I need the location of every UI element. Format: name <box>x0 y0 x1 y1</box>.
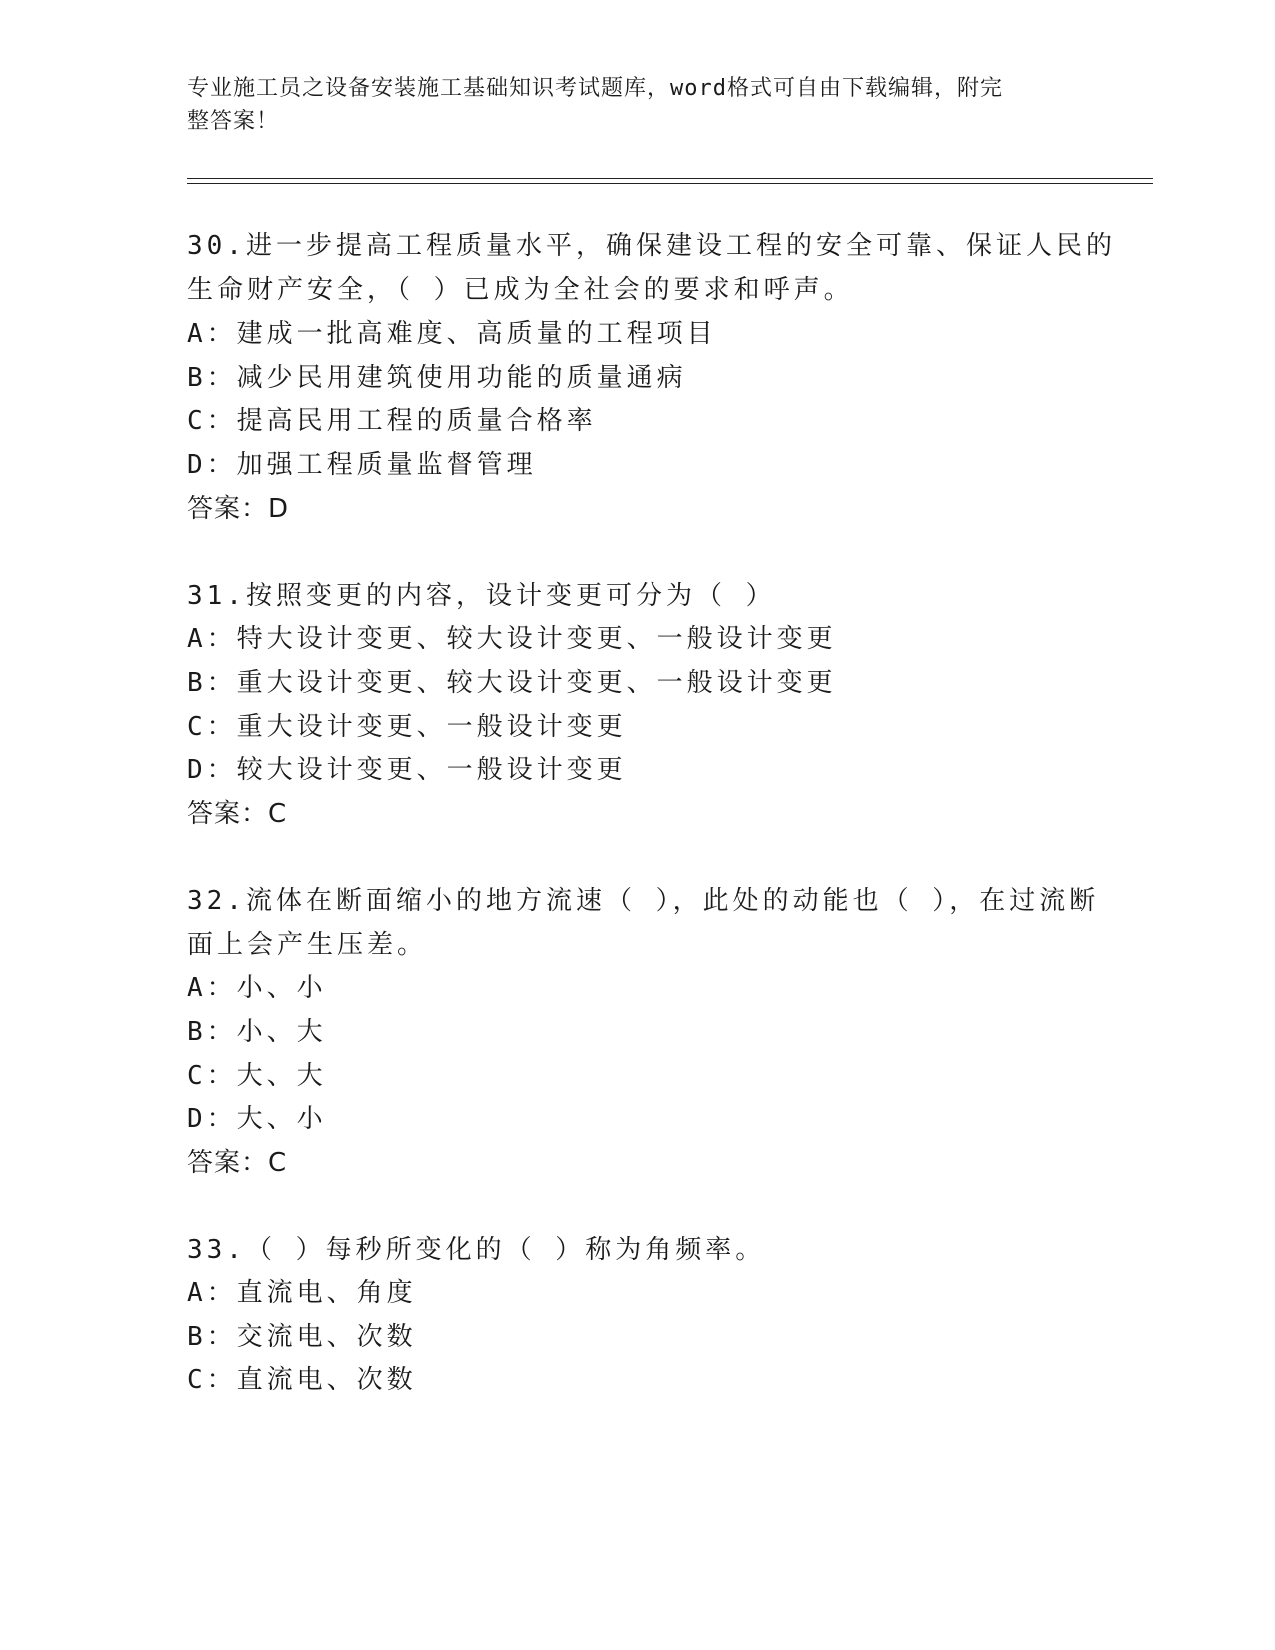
question-30-option-b: B：减少民用建筑使用功能的质量通病 <box>187 363 687 393</box>
question-33-stem: 33.（ ）每秒所变化的（ ）称为角频率。 <box>187 1235 766 1265</box>
question-31-option-b: B：重大设计变更、较大设计变更、一般设计变更 <box>187 668 837 698</box>
question-30-option-c: C：提高民用工程的质量合格率 <box>187 406 597 436</box>
question-30-stem-line-1: 30.进一步提高工程质量水平，确保建设工程的安全可靠、保证人民的 <box>187 231 1116 261</box>
question-31-answer: 答案：C <box>187 799 288 829</box>
question-30-option-a: A：建成一批高难度、高质量的工程项目 <box>187 319 717 349</box>
question-33-option-c: C：直流电、次数 <box>187 1365 417 1395</box>
header-divider-top <box>187 178 1153 179</box>
question-30-stem-line-2: 生命财产安全，（ ）已成为全社会的要求和呼声。 <box>187 275 854 305</box>
header-divider-bottom <box>187 183 1153 184</box>
question-33-option-a: A：直流电、角度 <box>187 1278 417 1308</box>
question-31-stem: 31.按照变更的内容，设计变更可分为（ ） <box>187 581 776 611</box>
question-32-stem-line-1: 32.流体在断面缩小的地方流速（ ），此处的动能也（ ），在过流断 <box>187 886 1100 916</box>
question-33-option-b: B：交流电、次数 <box>187 1322 417 1352</box>
document-header <box>187 72 1067 138</box>
question-32-answer: 答案：C <box>187 1148 288 1178</box>
header-line-2: 整答案！ <box>187 109 280 134</box>
question-31-option-c: C：重大设计变更、一般设计变更 <box>187 712 627 742</box>
question-31-option-a: A：特大设计变更、较大设计变更、一般设计变更 <box>187 624 837 654</box>
question-32-stem-line-2: 面上会产生压差。 <box>187 930 428 960</box>
header-line-1: 专业施工员之设备安装施工基础知识考试题库，word格式可自由下载编辑，附完 <box>187 76 1003 101</box>
question-32-option-d: D：大、小 <box>187 1104 327 1134</box>
question-32-option-a: A：小、小 <box>187 973 327 1003</box>
question-31-option-d: D：较大设计变更、一般设计变更 <box>187 755 627 785</box>
question-32-option-b: B：小、大 <box>187 1017 327 1047</box>
question-30-option-d: D：加强工程质量监督管理 <box>187 450 537 480</box>
question-30-answer: 答案：D <box>187 494 290 524</box>
question-32-option-c: C：大、大 <box>187 1061 327 1091</box>
